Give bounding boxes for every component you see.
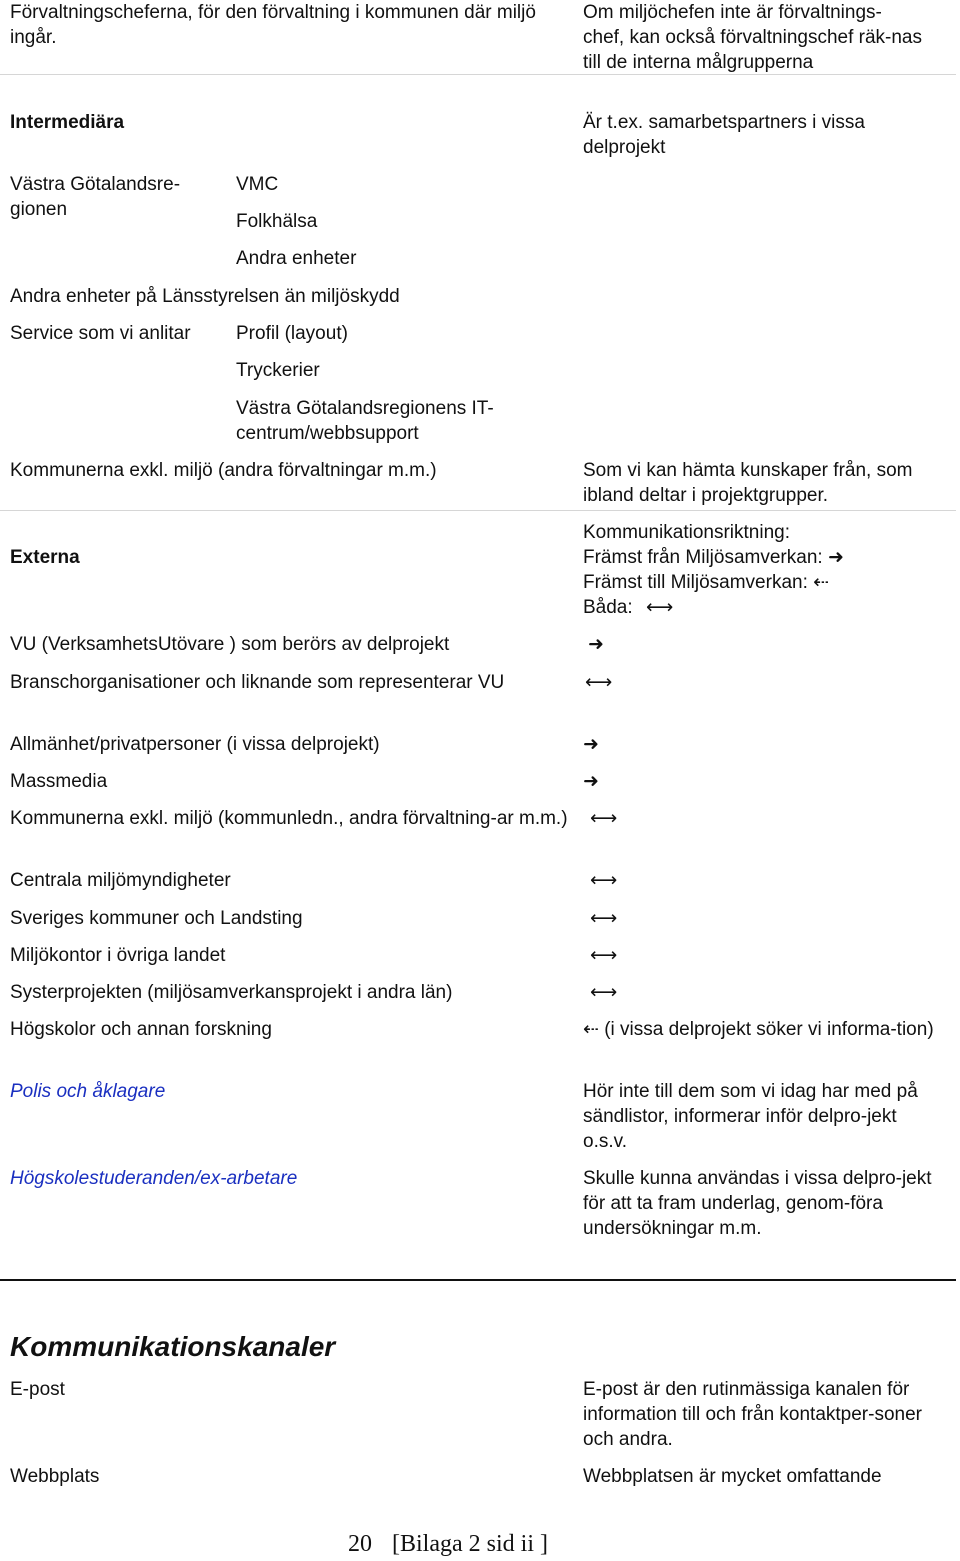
arrow-both-icon: ⟷ bbox=[590, 907, 618, 929]
vgr-label: Västra Götalandsre-gionen bbox=[10, 174, 181, 220]
externa-row: Miljökontor i övriga landet bbox=[10, 945, 226, 966]
legend-title: Kommunikationsriktning: bbox=[583, 522, 790, 543]
arrow-right-icon: ➜ bbox=[588, 633, 604, 655]
legend-both-label: Båda: bbox=[583, 597, 633, 618]
kommunerna-text: Kommunerna exkl. miljö (andra förvaltningar m.m.) bbox=[10, 460, 437, 481]
arrow-both-icon: ⟷ bbox=[590, 944, 618, 966]
lansstyrelsen-text: Andra enheter på Länsstyrelsen än miljöskydd bbox=[10, 286, 400, 307]
studenter-label: Högskolestuderanden/ex-arbetare bbox=[10, 1168, 298, 1189]
kanal-desc: Webbplatsen är mycket omfattande bbox=[583, 1466, 882, 1487]
kanal-label: E-post bbox=[10, 1379, 65, 1400]
polis-note: Hör inte till dem som vi idag har med på sändlistor, informerar inför delpro-jekt o.s.v. bbox=[583, 1081, 918, 1152]
service-label: Service som vi anlitar bbox=[10, 323, 191, 344]
externa-row: VU (VerksamhetsUtövare ) som berörs av delprojekt bbox=[10, 634, 450, 655]
arrow-both-icon: ⟷ bbox=[590, 981, 618, 1003]
section-heading-externa: Externa bbox=[10, 547, 80, 568]
externa-row: Centrala miljömyndigheter bbox=[10, 870, 231, 891]
arrow-both-icon: ⟷ bbox=[585, 671, 613, 693]
polis-label: Polis och åklagare bbox=[10, 1081, 166, 1102]
legend-both bbox=[583, 595, 673, 620]
section-rule bbox=[0, 1279, 956, 1281]
hogskolor-note bbox=[583, 1017, 953, 1042]
arrow-both-icon: ⟷ bbox=[645, 596, 674, 618]
service-item: Profil (layout) bbox=[236, 323, 348, 344]
kommunerna-note: Som vi kan hämta kunskaper från, som ibland deltar i projektgrupper. bbox=[583, 460, 913, 506]
divider bbox=[0, 510, 956, 511]
externa-row: Systerprojekten (miljösamverkansprojekt i andra län) bbox=[10, 982, 453, 1003]
top-left-text: Förvaltningscheferna, för den förvaltning i kommunen där miljö ingår. bbox=[10, 2, 536, 48]
kanaler-heading: Kommunikationskanaler bbox=[10, 1331, 336, 1362]
section-heading-intermediara: Intermediära bbox=[10, 112, 125, 133]
hogskolor-note-text: (i vissa delprojekt söker vi informa-tion) bbox=[604, 1019, 934, 1040]
service-item: Tryckerier bbox=[236, 360, 320, 381]
page-footer bbox=[348, 1530, 548, 1558]
vgr-item: Folkhälsa bbox=[236, 211, 318, 232]
arrow-right-icon: ➜ bbox=[583, 770, 599, 792]
page-number: 20 bbox=[348, 1531, 372, 1557]
top-right-text: Om miljöchefen inte är förvaltnings-chef, kan också förvaltningschef räk-nas till de interna målgrupperna bbox=[583, 2, 923, 73]
arrow-left-icon: ⇠ bbox=[813, 571, 830, 593]
footer-text: [Bilaga 2 sid ii ] bbox=[392, 1531, 548, 1557]
legend-to bbox=[583, 570, 829, 595]
arrow-right-icon: ➜ bbox=[827, 546, 844, 568]
vgr-item: Andra enheter bbox=[236, 248, 357, 269]
intermediara-note: Är t.ex. samarbetspartners i vissa delprojekt bbox=[583, 112, 865, 158]
vgr-item: VMC bbox=[236, 174, 279, 195]
externa-row: Massmedia bbox=[10, 771, 108, 792]
legend-to-label: Främst till Miljösamverkan: bbox=[583, 572, 808, 593]
legend-from bbox=[583, 545, 844, 570]
arrow-left-icon: ⇠ bbox=[583, 1018, 599, 1040]
arrow-both-icon: ⟷ bbox=[590, 807, 618, 829]
externa-row: Sveriges kommuner och Landsting bbox=[10, 908, 303, 929]
studenter-note: Skulle kunna användas i vissa delpro-jekt för att ta fram underlag, genom-föra undersökningar m.m. bbox=[583, 1168, 932, 1239]
legend-from-label: Främst från Miljösamverkan: bbox=[583, 547, 823, 568]
kanal-label: Webbplats bbox=[10, 1466, 100, 1487]
externa-row: Högskolor och annan forskning bbox=[10, 1019, 272, 1040]
service-item: Västra Götalandsregionens IT-centrum/webbsupport bbox=[236, 398, 494, 444]
kanal-desc: E-post är den rutinmässiga kanalen för information till och från kontaktper-soner och andra. bbox=[583, 1379, 922, 1450]
divider bbox=[0, 74, 956, 75]
arrow-both-icon: ⟷ bbox=[590, 869, 618, 891]
externa-row: Allmänhet/privatpersoner (i vissa delprojekt) bbox=[10, 734, 380, 755]
externa-row: Kommunerna exkl. miljö (kommunledn., andra förvaltning-ar m.m.) bbox=[10, 808, 568, 829]
externa-row: Branschorganisationer och liknande som representerar VU bbox=[10, 672, 505, 693]
arrow-right-icon: ➜ bbox=[583, 733, 599, 755]
